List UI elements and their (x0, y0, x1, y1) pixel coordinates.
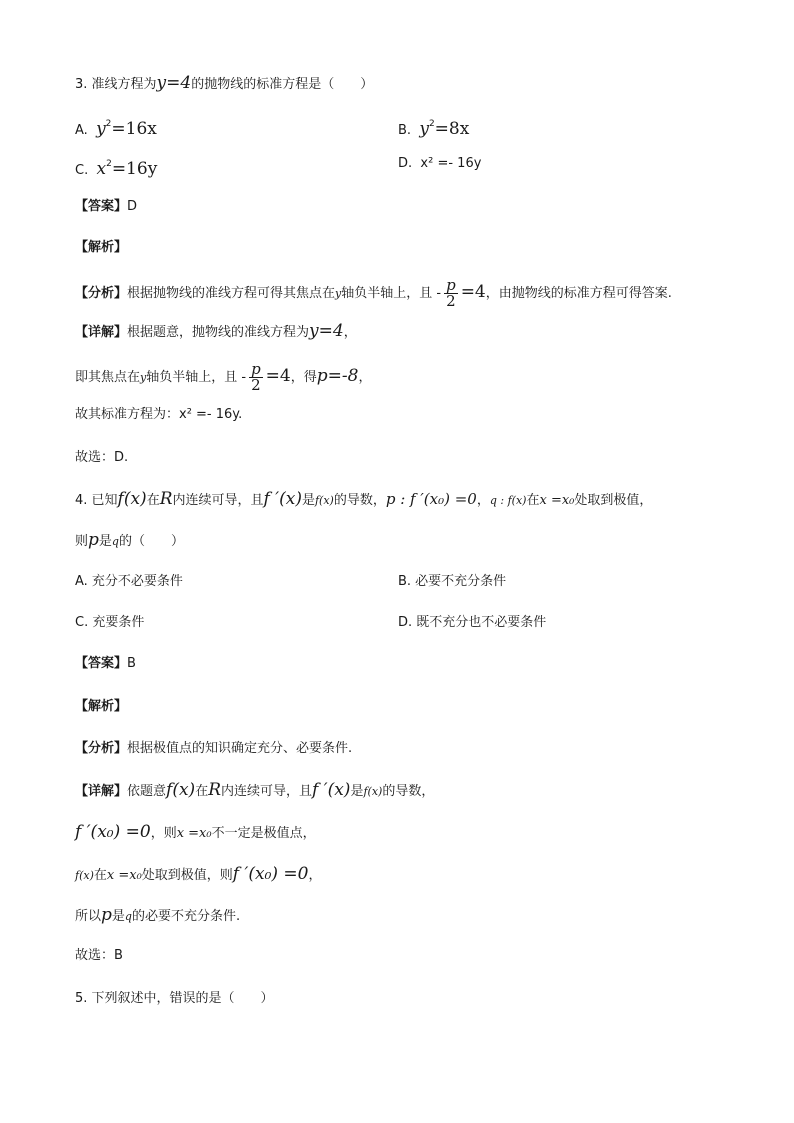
p-over-2-fraction: $\frac{p}{2}$ (446, 276, 456, 310)
q4-fenxi: 【分析】根据极值点的知识确定充分、必要条件. (75, 741, 353, 756)
q3-answer: 【答案】D (75, 199, 138, 214)
q3-stem: 3. 准线方程为y=4的抛物线的标准方程是（ ） (75, 73, 374, 93)
q4-stem-line2: 则p是q的（ ） (75, 530, 184, 550)
q3-fenxi: 【分析】根据抛物线的准线方程可得其焦点在y轴负半轴上，且 - $\frac{p}{2}$ =4，由抛物线的标准方程可得答案. (75, 276, 672, 310)
q5-stem: 5. 下列叙述中，错误的是（ ） (75, 991, 274, 1006)
q4-analysis-heading: 【解析】 (75, 699, 128, 714)
q3-analysis-heading: 【解析】 (75, 240, 128, 255)
q4-xiangjie-line1: 【详解】依题意f(x)在R内连续可导，且f ′(x)是f(x)的导数， (75, 780, 435, 800)
q4-xiangjie-line4: 所以p是q的必要不充分条件. (75, 905, 241, 925)
q3-xiangjie-line1: 【详解】根据题意，抛物线的准线方程为y=4， (75, 321, 357, 341)
q4-stem-line1: 4. 已知f(x)在R内连续可导，且f ′(x)是f(x)的导数，p : f ′(x₀) =0，q : f(x)在x =x₀处取到极值， (75, 489, 653, 509)
q4-option-c: C. 充要条件 (75, 615, 145, 630)
q3-standard-equation: 故其标准方程为：x² =- 16y. (75, 407, 243, 422)
q3-option-c: C. $x^2=16y$ (75, 159, 158, 179)
q4-choose: 故选：B (75, 948, 123, 963)
q3-option-d: D. x² =- 16y (398, 156, 482, 171)
q3-option-b: B. $y^2=8x$ (398, 119, 470, 139)
q4-option-d: D. 既不充分也不必要条件 (398, 615, 547, 630)
q3-option-a: A. $y^2=16x$ (75, 119, 157, 139)
q3-choose: 故选：D. (75, 450, 129, 465)
q4-answer: 【答案】B (75, 656, 136, 671)
q4-xiangjie-line3: f(x)在x =x₀处取到极值，则f ′(x₀) =0， (75, 864, 322, 884)
q4-xiangjie-line2: f ′(x₀) =0，则x =x₀不一定是极值点， (75, 822, 316, 842)
p-over-2-fraction: $\frac{p}{2}$ (251, 360, 261, 394)
q3-directrix-equation: y=4 (156, 73, 192, 93)
q4-option-b: B. 必要不充分条件 (398, 574, 507, 589)
q4-option-a: A. 充分不必要条件 (75, 574, 183, 589)
q3-xiangjie-line2: 即其焦点在y轴负半轴上，且 - $\frac{p}{2}$ =4，得p=-8， (75, 360, 372, 394)
